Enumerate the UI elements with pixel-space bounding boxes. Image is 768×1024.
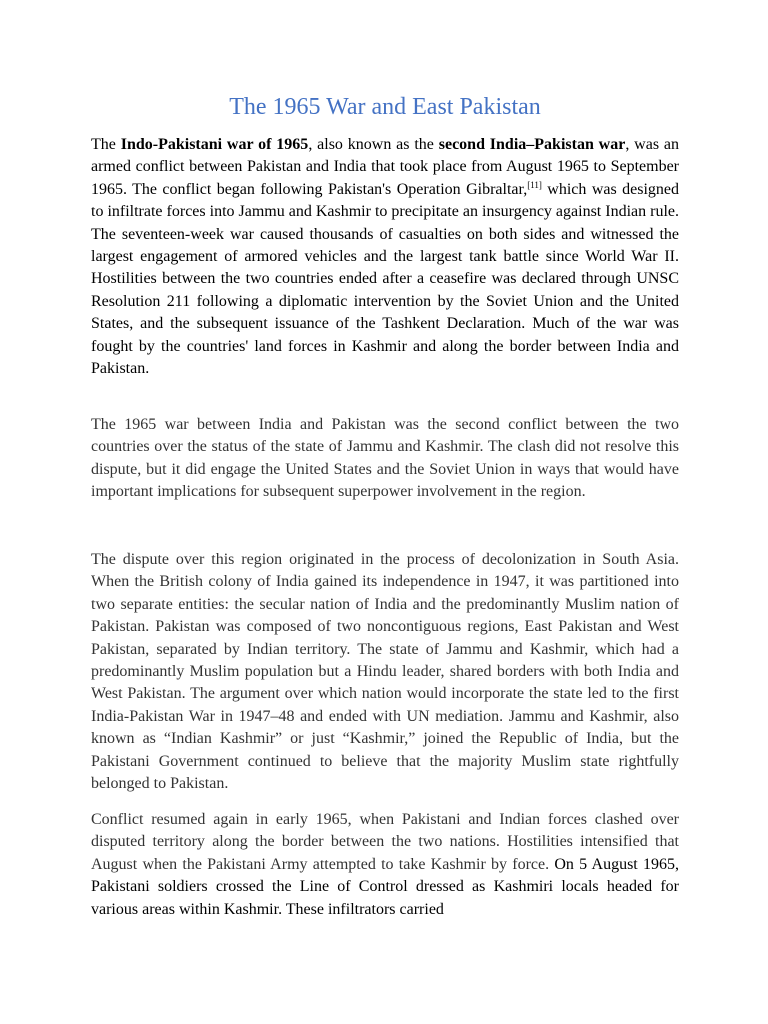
p1-text-3: , was an armed conflict between Pakistan and India that took place from August 1965 to September 1965. The conflict began following Pakistan's Operation Gibraltar, <box>91 136 680 198</box>
document-title: The 1965 War and East Pakistan <box>229 94 541 120</box>
p1-text-4: which was designed to infiltrate forces into Jammu and Kashmir to precipitate an insurgency against Indian rule. The seventeen-week war caused thousands of casualties on both sides and witnessed the largest engagement of armored vehicles and the largest tank battle since World War II. Hostilities between the two countries ended after a ceasefire was declared through UNSC Resolution 211 following a diplomatic intervention by the Soviet Union and the United States, and the subsequent issuance of the Tashkent Declaration. Much of the war was fought by the countries' land forces in Kashmir and along the border between India and Pakistan. <box>91 180 680 378</box>
paragraph-4 <box>91 809 679 921</box>
p1-bold-1: Indo-Pakistani war of 1965 <box>120 136 309 153</box>
paragraph-2: The 1965 war between India and Pakistan was the second conflict between the two countries over the status of the state of Jammu and Kashmir. The clash did not resolve this dispute, but it did engage the United States and the Soviet Union in ways that would have important implications for subsequent superpower involvement in the region. <box>91 416 679 501</box>
p1-text-2: , also known as the <box>308 136 439 153</box>
paragraph-1 <box>91 134 679 380</box>
paragraph-3: The dispute over this region originated in the process of decolonization in South Asia. When the British colony of India gained its independence in 1947, it was partitioned into two separate entities: the secular nation of India and the predominantly Muslim nation of Pakistan. Pakistan was composed of two noncontiguous regions, East Pakistan and West Pakistan, separated by Indian territory. The state of Jammu and Kashmir, which had a predominantly Muslim population but a Hindu leader, shared borders with both India and West Pakistan. The argument over which nation would incorporate the state led to the first India-Pakistan War in 1947–48 and ended with UN mediation. Jammu and Kashmir, also known as “Indian Kashmir” or just “Kashmir,” joined the Republic of India, but the Pakistani Government continued to believe that the majority Muslim state rightfully belonged to Pakistan. <box>91 551 679 793</box>
p4-text-2: On 5 August 1965, Pakistani soldiers crossed the Line of Control dressed as Kashmiri locals headed for various areas within Kashmir. These infiltrators carried <box>91 855 679 918</box>
p1-bold-2: second India–Pakistan war <box>438 136 626 153</box>
p4-text-1: Conflict resumed again in early 1965, when Pakistani and Indian forces clashed over disputed territory along the border between the two nations. Hostilities intensified that August when the Pakistani Army attempted to take Kashmir by force. <box>91 811 679 873</box>
citation-link[interactable]: [11] <box>527 179 542 190</box>
p1-text-1: The <box>91 136 121 153</box>
